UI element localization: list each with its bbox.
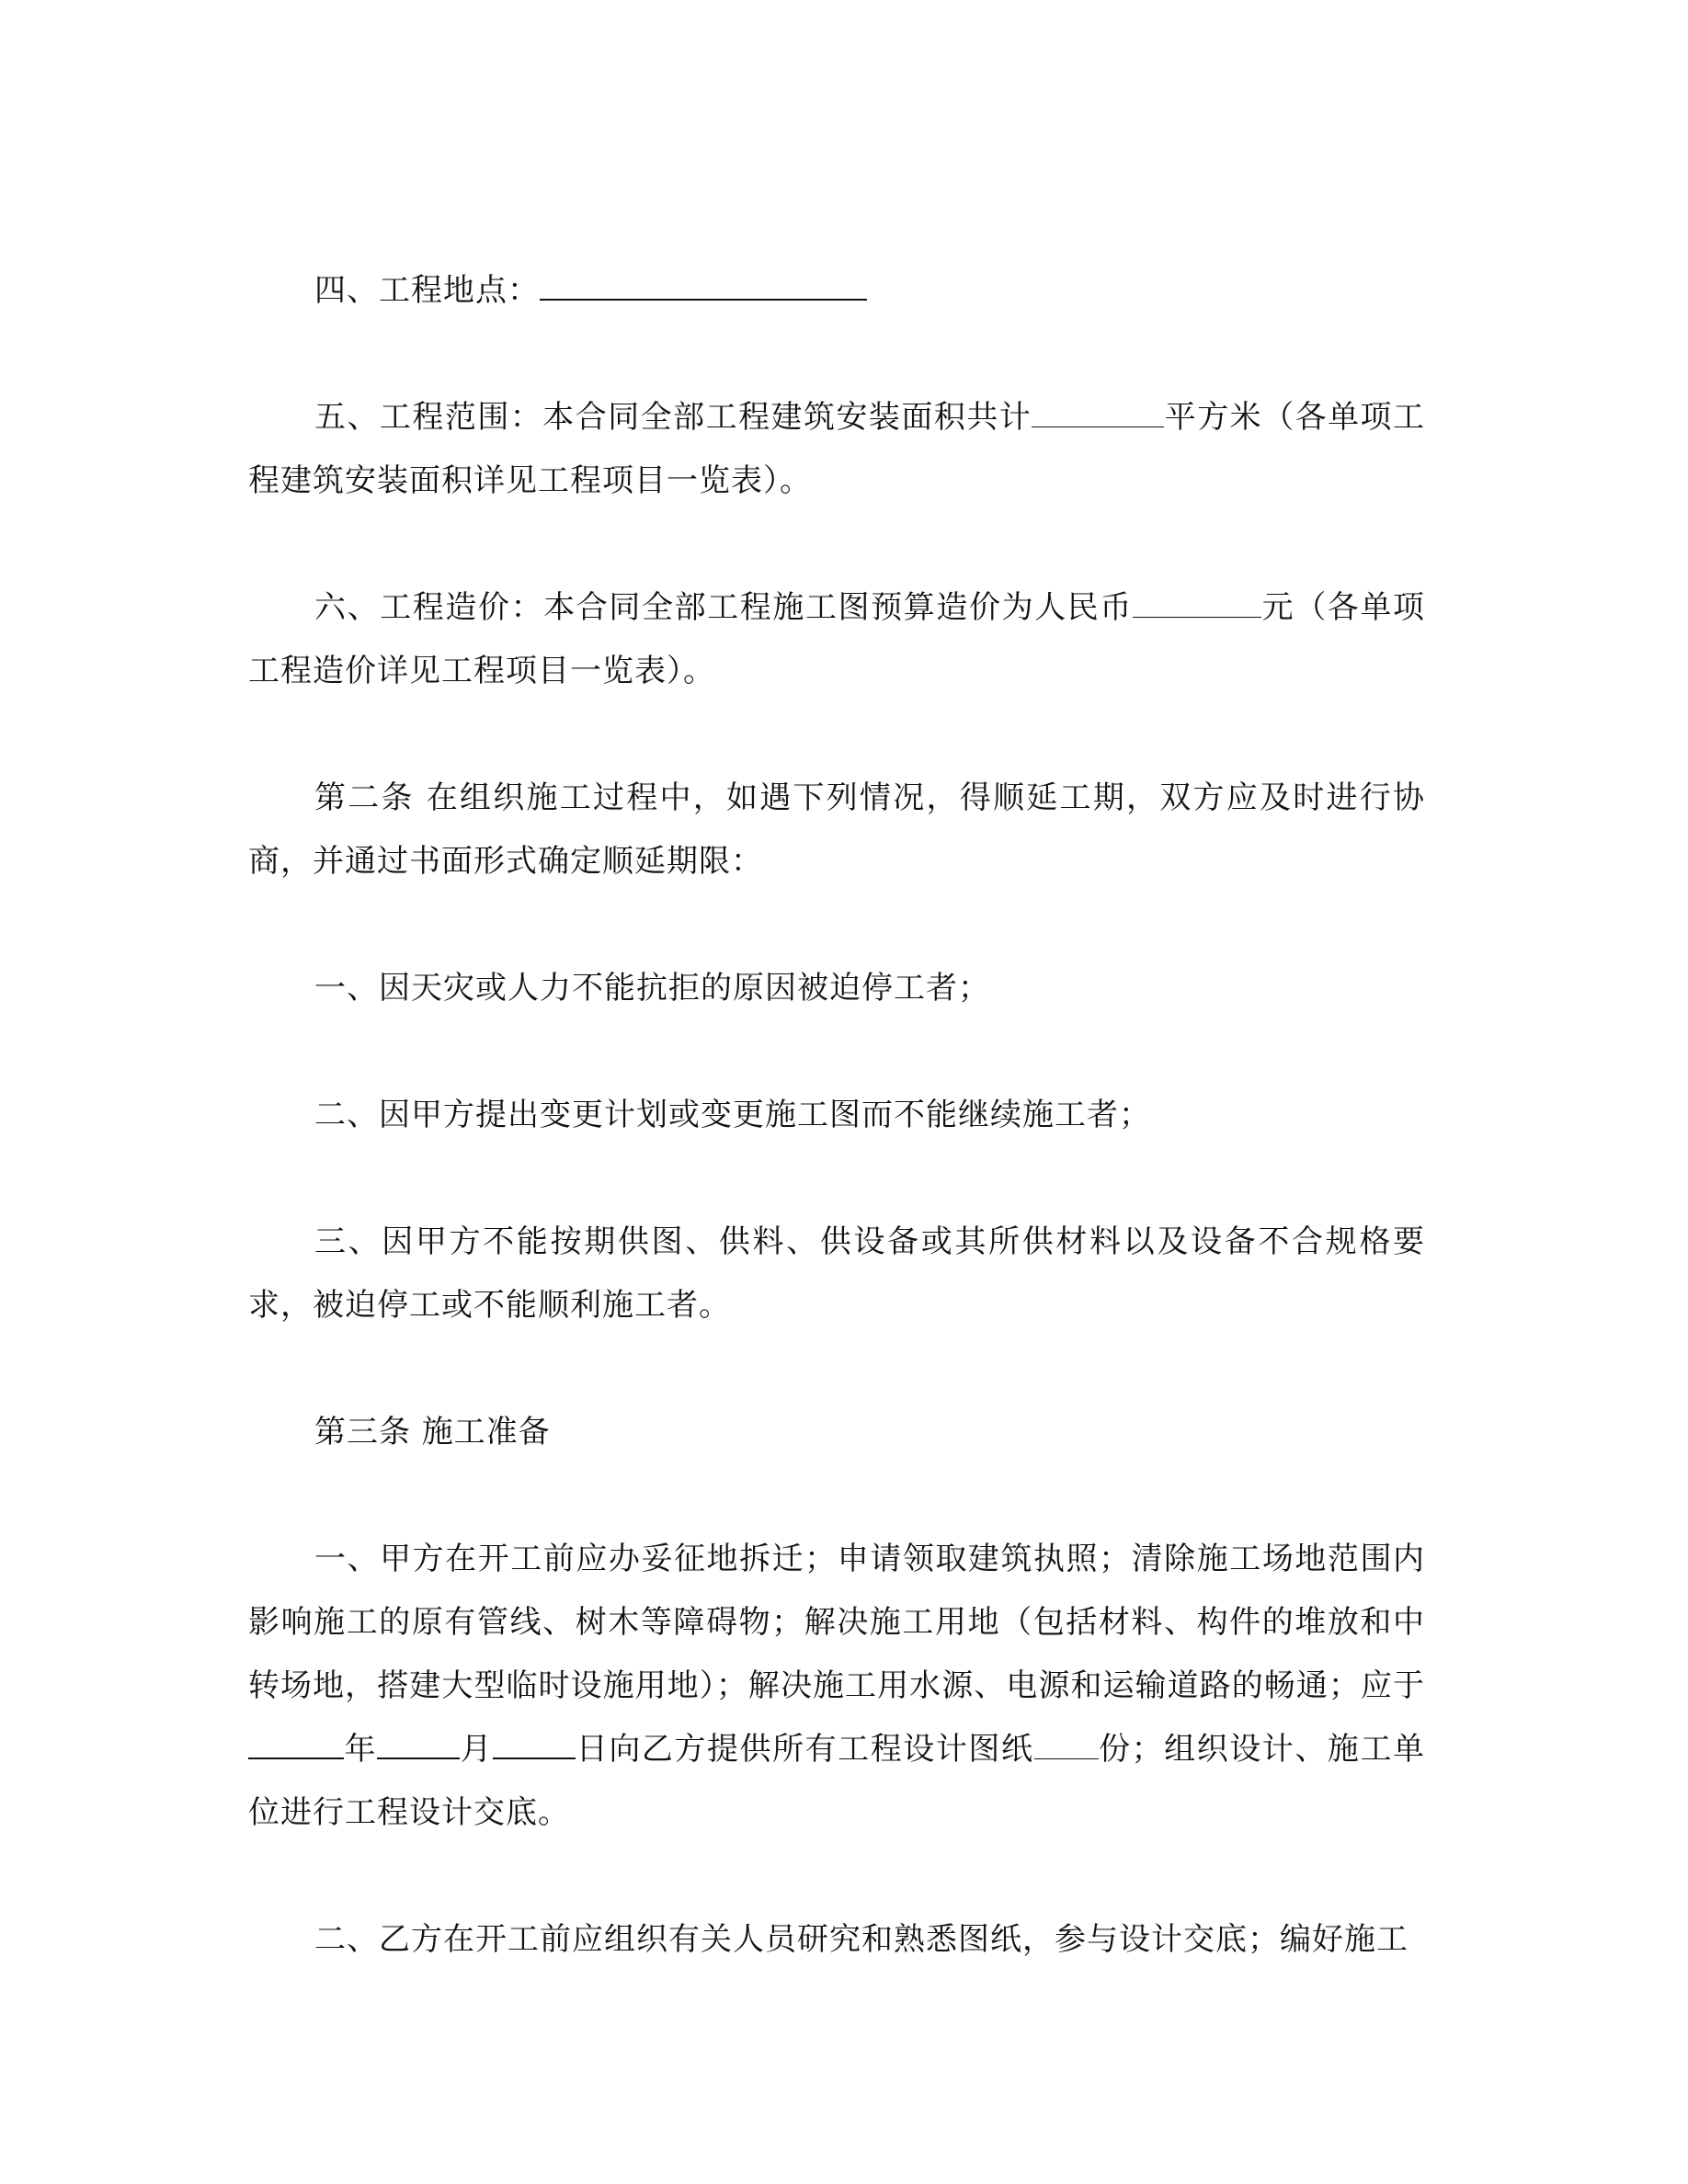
- scope-text: 五、工程范围：本合同全部工程建筑安装面积共计: [314, 399, 1032, 436]
- month-label: 月: [460, 1731, 494, 1768]
- year-label: 年: [344, 1731, 378, 1768]
- paragraph-cost: [248, 576, 1425, 703]
- month-blank: [377, 1730, 460, 1759]
- paragraph-item1: 一、因天灾或人力不能抗拒的原因被迫停工者；: [314, 970, 990, 1007]
- cost-blank: [1133, 589, 1261, 618]
- day-blank: [493, 1730, 576, 1759]
- site-blank: [540, 271, 867, 301]
- document-body: [248, 259, 1425, 2035]
- paragraph-prep-party-b: 二、乙方在开工前应组织有关人员研究和熟悉图纸，参与设计交底；编好施工: [314, 1921, 1409, 1958]
- scope-text-tail: 平方米（各单项工程建筑安装面积详见工程项目一览表）。: [248, 399, 1425, 499]
- paragraph-article3: 第三条 施工准备: [314, 1414, 551, 1450]
- paragraph-scope: [248, 386, 1425, 513]
- copies-text: 份；组织设计、施工单位进行工程设计交底。: [248, 1731, 1426, 1831]
- prep-a-text: 一、甲方在开工前应办妥征地拆迁；申请领取建筑执照；清除施工场地范围内影响施工的原有管线、树木等障碍物；解决施工用地（包括材料、构件的堆放和中转场地，搭建大型临时设施用地）；解决施工用水源、电源和运输道路的畅通；应于: [248, 1541, 1425, 1704]
- day-label: 日向乙方提供所有工程设计图纸: [576, 1731, 1034, 1768]
- area-blank: [1032, 399, 1164, 427]
- paragraph-prep-party-a: [248, 1528, 1425, 1845]
- copies-blank: [1034, 1731, 1099, 1759]
- year-blank: [248, 1730, 344, 1759]
- cost-text-tail: 元（各单项工程造价详见工程项目一览表）。: [248, 589, 1425, 689]
- paragraph-item2: 二、因甲方提出变更计划或变更施工图而不能继续施工者；: [314, 1097, 1151, 1133]
- paragraph-site: [248, 259, 1425, 323]
- cost-text: 六、工程造价：本合同全部工程施工图预算造价为人民币: [314, 589, 1133, 626]
- paragraph-item3: 三、因甲方不能按期供图、供料、供设备或其所供材料以及设备不合规格要求，被迫停工或不能顺利施工者。: [248, 1223, 1425, 1324]
- paragraph-article2: 第二条 在组织施工过程中，如遇下列情况，得顺延工期，双方应及时进行协商，并通过书面形式确定顺延期限：: [248, 779, 1425, 880]
- site-label: 四、工程地点：: [314, 272, 540, 309]
